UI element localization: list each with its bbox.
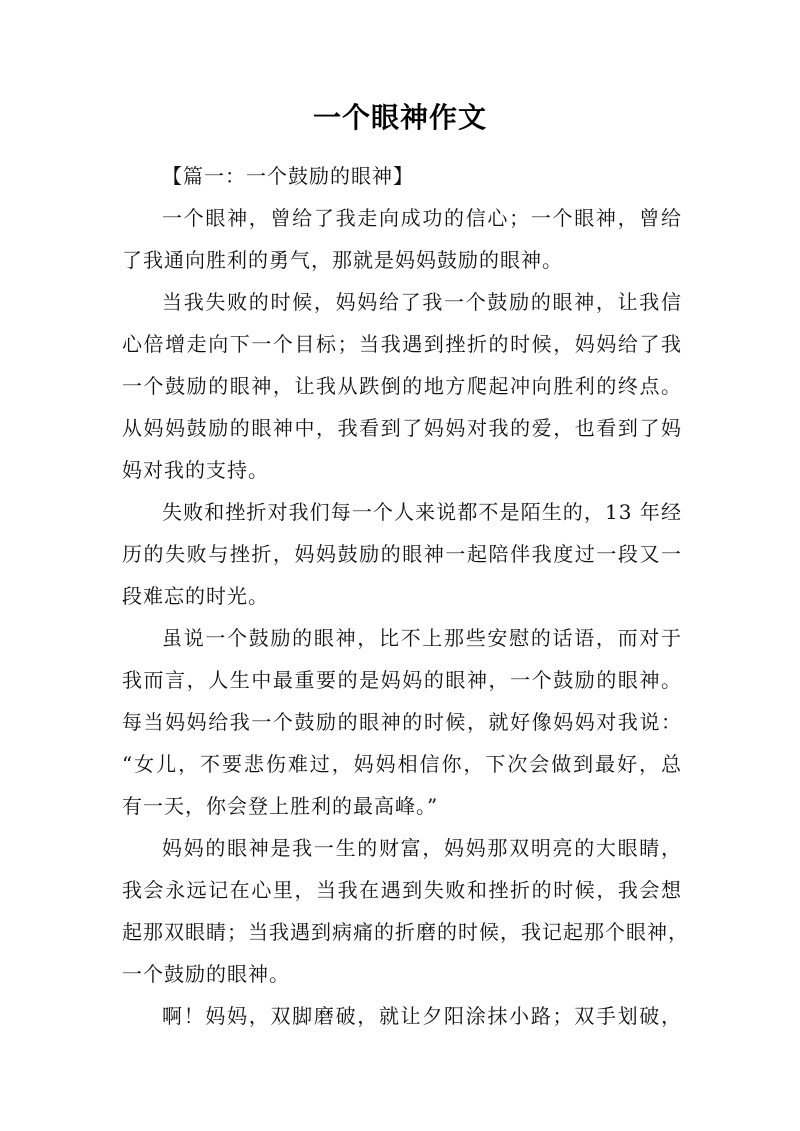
text-line: 一个鼓励的眼神，让我从跌倒的地方爬起冲向胜利的终点。: [122, 374, 682, 398]
text-line: 我会永远记在心里，当我在遇到失败和挫折的时候，我会想: [122, 878, 682, 902]
text-line: 有一天，你会登上胜利的最高峰。”: [122, 794, 439, 818]
text-line: 段难忘的时光。: [122, 584, 269, 608]
text-line: 妈对我的支持。: [122, 458, 269, 482]
text-line: 每当妈妈给我一个鼓励的眼神的时候，就好像妈妈对我说：: [122, 710, 682, 734]
text-line: “女儿，不要悲伤难过，妈妈相信你，下次会做到最好，总: [122, 752, 682, 776]
text-line: 从妈妈鼓励的眼神中，我看到了妈妈对我的爱，也看到了妈: [122, 416, 682, 440]
text-line: 一个鼓励的眼神。: [122, 962, 290, 986]
text-line: 了我通向胜利的勇气，那就是妈妈鼓励的眼神。: [122, 248, 563, 272]
section-heading: 【篇一：一个鼓励的眼神】: [162, 164, 414, 188]
text-line: 我而言，人生中最重要的是妈妈的眼神，一个鼓励的眼神。: [122, 668, 682, 692]
text-line: 起那双眼睛；当我遇到病痛的折磨的时候，我记起那个眼神，: [122, 920, 689, 944]
text-line: 心倍增走向下一个目标；当我遇到挫折的时候，妈妈给了我: [122, 332, 682, 356]
text-line: 虽说一个鼓励的眼神，比不上那些安慰的话语，而对于: [162, 626, 682, 650]
text-line: 妈妈的眼神是我一生的财富，妈妈那双明亮的大眼睛，: [162, 836, 682, 860]
text-line: 啊！妈妈，双脚磨破，就让夕阳涂抹小路；双手划破，: [162, 1004, 682, 1028]
text-line: 历的失败与挫折，妈妈鼓励的眼神一起陪伴我度过一段又一: [122, 542, 682, 566]
text-line: 失败和挫折对我们每一个人来说都不是陌生的，13 年经: [162, 500, 682, 524]
text-line: 一个眼神，曾给了我走向成功的信心；一个眼神，曾给: [162, 206, 682, 230]
text-line: 当我失败的时候，妈妈给了我一个鼓励的眼神，让我信: [162, 290, 682, 314]
document-body: [122, 155, 689, 1037]
document-title: 一个眼神作文: [312, 101, 487, 134]
